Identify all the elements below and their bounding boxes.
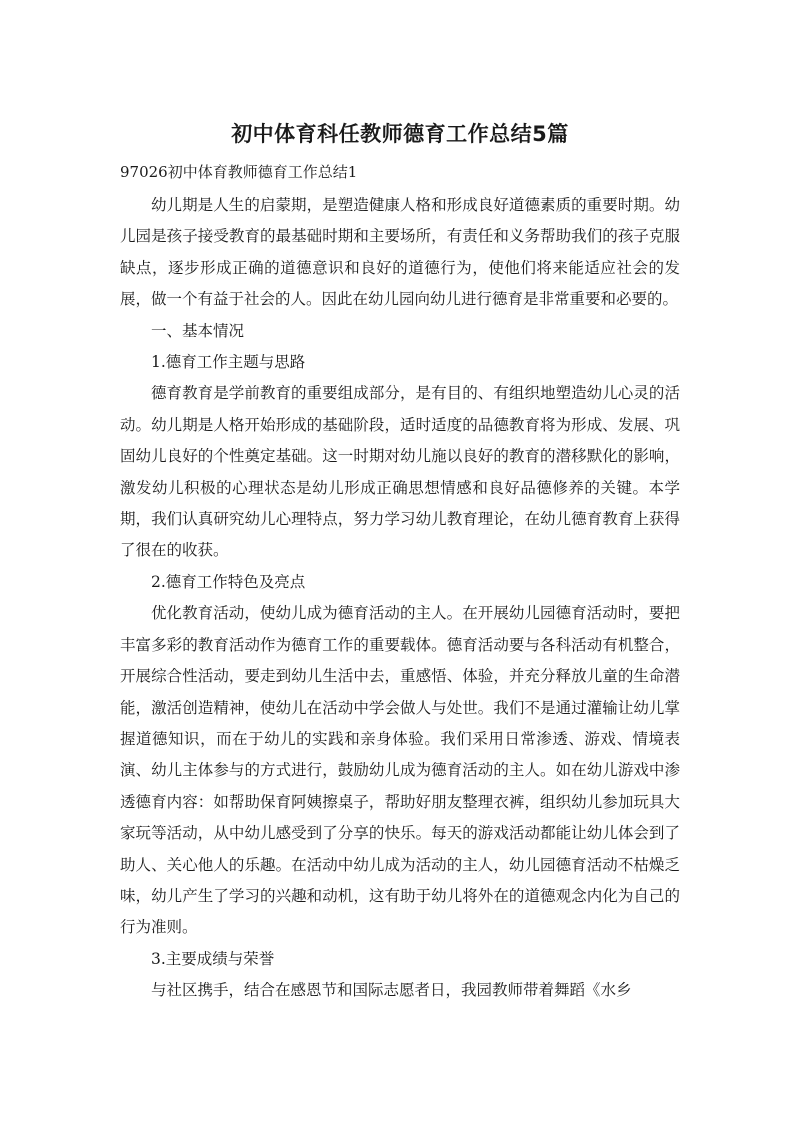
paragraph-achievements: 与社区携手，结合在感恩节和国际志愿者日，我园教师带着舞蹈《水乡: [151, 981, 632, 1000]
document-title: 初中体育科任教师德育工作总结5篇: [231, 122, 569, 146]
paragraph-intro: 幼儿期是人生的启蒙期，是塑造健康人格和形成良好道德素质的重要时期。幼儿园是孩子接受教育的最基础时期和主要场所，有责任和义务帮助我们的孩子克服缺点，逐步形成正确的道德意识和良好的道德行为，使他们将来能适应社会的发展，做一个有益于社会的人。因此在幼儿园向幼儿进行德育是非常重要和必要的。: [120, 196, 680, 309]
subsection-heading-theme: 1.德育工作主题与思路: [151, 353, 306, 372]
paragraph-theme: 德育教育是学前教育的重要组成部分，是有目的、有组织地塑造幼儿心灵的活动。幼儿期是人格开始形成的基础阶段，适时适度的品德教育将为形成、发展、巩固幼儿良好的个性奠定基础。这一时期对幼儿施以良好的教育的潜移默化的影响，激发幼儿积极的心理状态是幼儿形成正确思想情感和良好品德修养的关键。本学期，我们认真研究幼儿心理特点，努力学习幼儿教育理论，在幼儿德育教育上获得了很在的收获。: [120, 384, 680, 560]
section-heading-basic: 一、基本情况: [151, 321, 245, 340]
document-body: [120, 190, 680, 1007]
subsection-heading-features: 2.德育工作特色及亮点: [151, 572, 306, 591]
subsection-heading-achievements: 3.主要成绩与荣誉: [151, 949, 275, 968]
document-subtitle: 97026初中体育教师德育工作总结1: [120, 163, 358, 181]
paragraph-features: 优化教育活动，使幼儿成为德育活动的主人。在开展幼儿园德育活动时，要把丰富多彩的教育活动作为德育工作的重要载体。德育活动要与各科活动有机整合，开展综合性活动，要走到幼儿生活中去，重感悟、体验，并充分释放儿童的生命潜能，激活创造精神，使幼儿在活动中学会做人与处世。我们不是通过灌输让幼儿掌握道德知识，而在于幼儿的实践和亲身体验。我们采用日常渗透、游戏、情境表演、幼儿主体参与的方式进行，鼓励幼儿成为德育活动的主人。如在幼儿游戏中渗透德育内容：如帮助保育阿姨擦桌子，帮助好朋友整理衣裤，组织幼儿参加玩具大家玩等活动，从中幼儿感受到了分享的快乐。每天的游戏活动都能让幼儿体会到了助人、关心他人的乐趣。在活动中幼儿成为活动的主人，幼儿园德育活动不枯燥乏味，幼儿产生了学习的兴趣和动机，这有助于幼儿将外在的道德观念内化为自己的行为准则。: [120, 604, 680, 937]
